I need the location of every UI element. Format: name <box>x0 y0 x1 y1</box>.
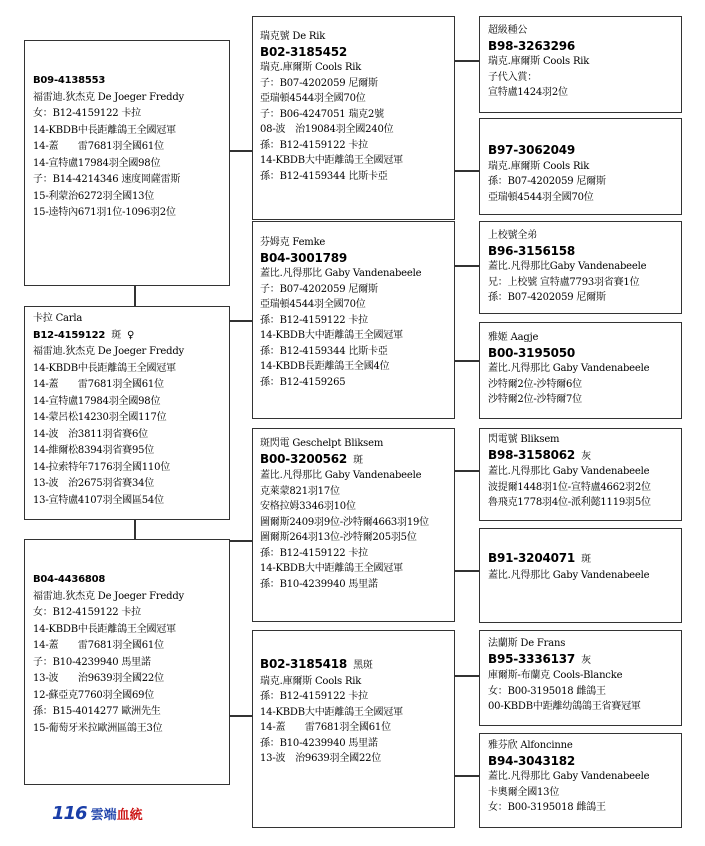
info-line: 宣特盧1424羽2位 <box>488 87 568 98</box>
info-line: 14-KBDB中長距離鴿王全國冠軍 <box>33 623 176 635</box>
bird-name: 斑閃電 Geschelpt Bliksem <box>260 438 384 449</box>
info-line: 亞瑞頓4544羽全國70位 <box>260 93 366 104</box>
info-line: 14-蒙呂松14230羽全國117位 <box>33 412 167 423</box>
logo-number: 116 <box>52 803 87 824</box>
pedigree-box-great-granddam <box>479 528 682 623</box>
info-line: 女：B12-4159122 卡拉 <box>33 607 141 618</box>
info-line: 15-葡萄牙米拉歐洲區鴿王3位 <box>33 722 163 734</box>
info-line: 14-KBDB大中距離鴿王全國冠軍 <box>260 563 403 574</box>
info-line: 子代入賞： <box>488 71 537 83</box>
bird-name: 法蘭斯 De Frans <box>488 638 566 649</box>
info-line: 孫：B10-4239940 馬里諾 <box>260 578 378 590</box>
ring-number: B96-3156158 <box>488 243 576 258</box>
sex-symbol: ♀ <box>127 329 135 341</box>
ring-number: B09-4138553 <box>33 75 106 86</box>
info-line: 子：B07-4202059 尼爾斯 <box>260 77 378 89</box>
connector-line <box>229 320 252 322</box>
info-line: 14-維爾松8394羽省賽95位 <box>33 445 155 456</box>
info-line: 子：B10-4239940 馬里諾 <box>33 656 151 668</box>
info-line: 14-KBDB長距離鴿王全國4位 <box>260 361 390 372</box>
connector-line <box>229 150 252 152</box>
info-line: 福雷迪.狄杰克 De Joeger Freddy <box>33 590 184 602</box>
pedigree-box-subject <box>24 306 230 520</box>
ring-row <box>488 652 681 669</box>
info-line: 蓋比.凡得那比 Gaby Vandenabeele <box>260 268 422 279</box>
pedigree-box-dam <box>24 539 230 785</box>
info-line: 卡奧爾全國13位 <box>488 786 560 798</box>
info-line: 圖爾斯2409羽9位-沙特爾4663羽19位 <box>260 516 429 528</box>
ring-number: B94-3043182 <box>488 753 576 768</box>
info-line: 波提爾1448羽1位-宣特盧4662羽2位 <box>488 481 651 493</box>
bird-name: 雅芬欣 Alfoncinne <box>488 740 573 751</box>
ring-number: B98-3158062 <box>488 447 576 462</box>
info-line: 孫：B07-4202059 尼爾斯 <box>488 292 606 303</box>
info-line: 瑞克.庫爾斯 Cools Rik <box>260 62 362 73</box>
info-line: 安格拉姆3346羽10位 <box>260 501 356 512</box>
pedigree-box-great-granddam <box>479 118 682 215</box>
info-line: 14-KBDB大中距離鴿王全國冠軍 <box>260 330 403 341</box>
bird-name: 瑞克號 De Rik <box>260 31 326 42</box>
info-line: 瑞克.庫爾斯 Cools Rik <box>488 160 590 172</box>
ring-row <box>488 551 681 568</box>
pedigree-box-grandsire <box>252 16 455 220</box>
connector-line <box>454 265 479 267</box>
info-line: 14-蓋 雷7681羽全國61位 <box>33 141 164 152</box>
pedigree-box-great-grandsire <box>479 428 682 521</box>
info-line: 女：B12-4159122 卡拉 <box>33 108 141 119</box>
connector-line <box>454 470 479 472</box>
info-line: 蓋比.凡得那比 Gaby Vandenabeele <box>260 470 422 481</box>
pedigree-box-great-granddam <box>479 733 682 828</box>
info-line: 12-蘇亞克7760羽全國69位 <box>33 689 155 701</box>
info-line: 兄：上校號 宣特盧7793羽省賽1位 <box>488 276 640 288</box>
color-label: 灰 <box>581 654 591 666</box>
info-line: 14-蓋 雷7681羽全國61位 <box>33 379 164 390</box>
color-label: 黑斑 <box>353 660 373 671</box>
info-line: 子：B14-4214346 速度岡薩雷斯 <box>33 174 181 185</box>
info-line: 沙特爾2位-沙特爾6位 <box>488 378 582 390</box>
ring-number: B98-3263296 <box>488 38 576 53</box>
info-line: 孫：B07-4202059 尼爾斯 <box>488 176 606 187</box>
info-line: 瑞克.庫爾斯 Cools Rik <box>260 675 362 687</box>
ring-row <box>488 448 681 465</box>
info-line: 蓋比.凡得那比 Gaby Vandenabeele <box>488 771 650 782</box>
ring-number: B12-4159122 <box>33 329 106 341</box>
info-line: 13-宣特盧4107羽全國區54位 <box>33 494 164 506</box>
pedigree-box-granddam <box>252 630 455 828</box>
pedigree-box-grandsire <box>252 428 455 622</box>
info-line: 孫：B12-4159122 卡拉 <box>260 547 368 559</box>
ring-number: B04-4436808 <box>33 574 106 585</box>
info-line: 13-波 治2675羽省賽34位 <box>33 478 155 489</box>
info-line: 子：B07-4202059 尼爾斯 <box>260 283 378 295</box>
pedigree-box-great-grandsire <box>479 221 682 314</box>
connector-line <box>454 775 479 777</box>
bird-name: 卡拉 Carla <box>33 313 83 324</box>
info-line: 克萊蒙821羽17位 <box>260 485 340 497</box>
info-line: 女：B00-3195018 雌鴿王 <box>488 685 606 697</box>
connector-line <box>454 360 479 362</box>
info-line: 孫：B12-4159265 <box>260 376 346 388</box>
info-line: 沙特爾2位-沙特爾7位 <box>488 394 582 405</box>
connector-line <box>229 540 252 542</box>
ring-number: B97-3062049 <box>488 143 576 157</box>
bird-name: 上校號全弟 <box>488 230 537 241</box>
info-line: 亞瑞頓4544羽全國70位 <box>260 299 366 310</box>
connector-line <box>454 170 479 172</box>
connector-line <box>134 285 136 307</box>
ring-number: B91-3204071 <box>488 551 576 565</box>
info-line: 15-利蒙治6272羽全國13位 <box>33 190 155 202</box>
info-line: 蓋比.凡得那比Gaby Vandenabeele <box>488 261 647 272</box>
pedigree-box-sire <box>24 40 230 286</box>
connector-line <box>454 675 479 677</box>
bird-name: 閃電號 Bliksem <box>488 434 560 445</box>
ring-row <box>260 657 454 674</box>
color-label: 斑 <box>111 329 122 341</box>
bird-name: 芬姆克 Femke <box>260 237 326 248</box>
ring-row <box>260 452 454 469</box>
ring-number: B00-3195050 <box>488 345 576 360</box>
info-line: 08-波 治19084羽全國240位 <box>260 124 394 135</box>
connector-line <box>134 519 136 539</box>
ring-number: B04-3001789 <box>260 250 348 265</box>
info-line: 14-KBDB大中距離鴿王全國冠軍 <box>260 155 403 166</box>
info-line: 蓋比.凡得那比 Gaby Vandenabeele <box>488 363 650 374</box>
ring-number: B95-3336137 <box>488 651 576 666</box>
info-line: 子：B06-4247051 瑞克2號 <box>260 108 384 120</box>
info-line: 14-宣特盧17984羽全國98位 <box>33 395 161 407</box>
connector-line <box>454 570 479 572</box>
bird-name: 雅姬 Aagje <box>488 332 539 343</box>
info-line: 瑞克.庫爾斯 Cools Rik <box>488 56 590 67</box>
info-line: 孫：B12-4159122 卡拉 <box>260 691 368 702</box>
info-line: 孫：B12-4159122 卡拉 <box>260 314 368 326</box>
info-line: 00-KBDB中距離幼鴿鴿王省賽冠軍 <box>488 701 641 712</box>
pedigree-box-great-grandsire <box>479 630 682 726</box>
info-line: 14-蓋 雷7681羽全國61位 <box>33 640 164 651</box>
info-line: 14-拉索特年7176羽全國110位 <box>33 461 171 473</box>
color-label: 灰 <box>581 450 591 462</box>
info-line: 福雷迪.狄杰克 De Joeger Freddy <box>33 346 184 357</box>
bird-name: 超級種公 <box>488 25 528 36</box>
info-line: 孫：B12-4159344 比斯卡亞 <box>260 345 388 357</box>
info-line: 福雷迪.狄杰克 De Joeger Freddy <box>33 91 184 103</box>
info-line: 孫：B12-4159344 比斯卡亞 <box>260 170 388 182</box>
info-line: 14-KBDB大中距離鴿王全國冠軍 <box>260 706 403 718</box>
info-line: 庫爾斯-布蘭克 Cools-Blancke <box>488 670 623 681</box>
ring-number: B00-3200562 <box>260 451 348 466</box>
info-line: 女：B00-3195018 雌鴿王 <box>488 802 606 813</box>
info-line: 魯飛克1778羽4位-派利懿1119羽5位 <box>488 497 651 508</box>
ring-number: B02-3185418 <box>260 657 348 671</box>
info-line: 15-逵特內671羽1位-1096羽2位 <box>33 207 176 218</box>
info-line: 蓋比.凡得那比 Gaby Vandenabeele <box>488 569 650 581</box>
info-line: 蓋比.凡得那比 Gaby Vandenabeele <box>488 466 650 477</box>
info-line: 孫：B12-4159122 卡拉 <box>260 139 368 151</box>
logo-text: 雲端血統 <box>90 808 143 823</box>
info-line: 孫：B10-4239940 馬里諾 <box>260 737 378 749</box>
info-line: 14-KBDB中長距離鴿王全國冠軍 <box>33 362 176 374</box>
connector-line <box>454 60 479 62</box>
info-line: 14-波 治3811羽省賽6位 <box>33 428 148 440</box>
connector-line <box>229 715 252 717</box>
info-line: 14-蓋 雷7681羽全國61位 <box>260 722 391 733</box>
ring-row <box>33 328 229 345</box>
info-line: 亞瑞頓4544羽全國70位 <box>488 191 594 203</box>
pedigree-box-great-grandsire <box>479 16 682 113</box>
info-line: 14-宣特盧17984羽全國98位 <box>33 157 161 169</box>
ring-number: B02-3185452 <box>260 44 348 59</box>
info-line: 孫：B15-4014277 歐洲先生 <box>33 706 161 717</box>
color-label: 斑 <box>353 454 363 466</box>
color-label: 斑 <box>581 554 591 565</box>
info-line: 圖爾斯264羽13位-沙特爾205羽5位 <box>260 532 417 543</box>
info-line: 14-KBDB中長距離鴿王全國冠軍 <box>33 124 176 136</box>
info-line: 13-波 治9639羽全國22位 <box>33 673 164 684</box>
pedigree-box-granddam <box>252 221 455 419</box>
brand-logo <box>52 803 143 824</box>
info-line: 13-波 治9639羽全國22位 <box>260 753 382 764</box>
pedigree-box-great-granddam <box>479 322 682 419</box>
